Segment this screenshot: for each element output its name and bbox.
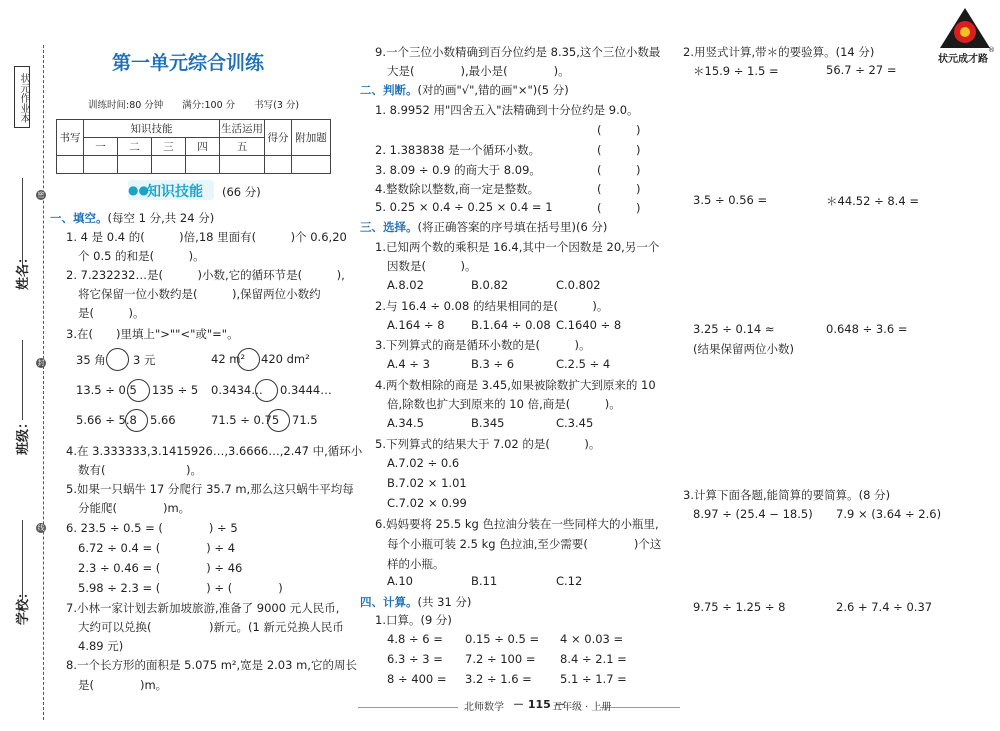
score-table — [56, 119, 331, 174]
name-label: 姓名： — [16, 250, 31, 290]
section-4-title: 四、计算。 — [360, 595, 418, 609]
choice-option[interactable]: A.8.02 — [387, 278, 424, 292]
q1-line-2: 个 0.5 的和是( )。 — [78, 249, 205, 263]
judge-item: 5. 0.25 × 0.4 ÷ 0.25 × 0.4 = 1 — [375, 200, 553, 214]
oral-problem: 8.4 ÷ 2.1 = — [560, 652, 627, 666]
q6-line-3: 2.3 ÷ 0.46 = ( ) ÷ 46 — [78, 561, 243, 575]
compare-right: 3 元 — [133, 353, 156, 367]
registered-mark: ® — [988, 46, 995, 54]
q2-line-2: 将它保留一位小数约是( ),保留两位小数约 — [78, 287, 321, 301]
oral-problem: 4.8 ÷ 6 = — [387, 632, 443, 646]
q2-line-1: 2. 7.232232…是( )小数,它的循环节是( ), — [66, 268, 345, 282]
compare-circle[interactable] — [127, 379, 150, 402]
score-cell[interactable] — [265, 156, 292, 174]
footer-rule — [358, 707, 458, 708]
compare-left: 0.3434… — [211, 383, 263, 397]
compare-left: 35 角 — [76, 353, 106, 367]
q2-line-3: 是( )。 — [78, 306, 145, 320]
col-header: 三 — [152, 138, 186, 156]
oral-problem: 6.3 ÷ 3 = — [387, 652, 443, 666]
compare-left: 42 m² — [211, 352, 246, 366]
judge-answer[interactable]: ( ) — [597, 143, 641, 157]
q7-line-1: 7.小林一家计划去新加坡旅游,准备了 9000 元人民币, — [66, 601, 340, 615]
col-header: 五 — [220, 138, 265, 156]
section-1-title: 一、填空。 — [50, 211, 108, 225]
section-4-note: (共 31 分) — [417, 595, 472, 609]
dots-icon: ●● — [128, 183, 149, 197]
knowledge-header: 知识技能 — [84, 120, 220, 138]
compare-right: 420 dm² — [261, 352, 310, 366]
q4-line-2: 数有( )。 — [78, 463, 202, 477]
vertical-calc: ＊15.9 ÷ 1.5 = — [693, 64, 779, 78]
q9-line-2: 大是( ),最小是( )。 — [387, 64, 570, 78]
expression: 7.9 × (3.64 ÷ 2.6) — [836, 507, 942, 521]
choice-option[interactable]: A.4 ÷ 3 — [387, 357, 430, 371]
c1-line-1: 1.已知两个数的乘积是 16.4,其中一个因数是 20,另一个 — [375, 240, 660, 254]
score-cell[interactable] — [292, 156, 331, 174]
vertical-calc: 3.25 ÷ 0.14 ≈ — [693, 322, 775, 336]
bonus-header: 附加题 — [292, 120, 331, 156]
q6-line-1: 6. 23.5 ÷ 0.5 = ( ) ÷ 5 — [66, 521, 238, 535]
binding-hole-icon: 封 — [37, 359, 45, 367]
choice-option[interactable]: B.1.64 ÷ 0.08 — [471, 318, 551, 332]
choice-option[interactable]: C.0.802 — [556, 278, 601, 292]
oral-problem: 4 × 0.03 = — [560, 632, 624, 646]
judge-answer[interactable]: ( ) — [597, 163, 641, 177]
oral-problem: 5.1 ÷ 1.7 = — [560, 672, 627, 686]
q3-line: 3.在( )里填上">""<"或"="。 — [66, 327, 239, 341]
compare-left: 71.5 ÷ 0.75 — [211, 413, 280, 427]
choice-option[interactable]: C.3.45 — [556, 416, 594, 430]
section-3-title: 三、选择。 — [360, 220, 418, 234]
compare-left: 13.5 ÷ 0.5 — [76, 383, 137, 397]
binding-hole-icon: 线 — [37, 524, 45, 532]
choice-option[interactable]: B.345 — [471, 416, 505, 430]
page-title: 第一单元综合训练 — [112, 52, 265, 74]
q5-line-2: 分能爬( )m。 — [78, 501, 191, 515]
c6-line-1: 6.妈妈要将 25.5 kg 色拉油分装在一些同样大的小瓶里, — [375, 517, 659, 531]
score-cell[interactable] — [152, 156, 186, 174]
logo-text: 状元成才路 — [938, 54, 988, 65]
c4-line-2: 倍,除数也扩大到原来的 10 倍,商是( )。 — [387, 397, 621, 411]
judge-answer[interactable]: ( ) — [597, 182, 641, 196]
oral-problem: 7.2 ÷ 100 = — [465, 652, 536, 666]
writing-header: 书写 — [57, 120, 84, 156]
q4-line-1: 4.在 3.333333,3.1415926…,3.6666…,2.47̇̇ 中,循环小 — [66, 444, 363, 458]
choice-option[interactable]: A.164 ÷ 8 — [387, 318, 445, 332]
expression: 2.6 + 7.4 ÷ 0.37 — [836, 600, 933, 614]
choice-option[interactable]: C.2.5 ÷ 4 — [556, 357, 611, 371]
q7-line-2: 大约可以兑换( )新元。(1 新元兑换人民币 — [78, 620, 344, 634]
compare-circle[interactable] — [237, 348, 260, 371]
oral-problem: 3.2 ÷ 1.6 = — [465, 672, 532, 686]
score-cell[interactable] — [118, 156, 152, 174]
vertical-calc: 0.648 ÷ 3.6 = — [826, 322, 908, 336]
choice-option[interactable]: B.3 ÷ 6 — [471, 357, 515, 371]
score-cell[interactable] — [186, 156, 220, 174]
choice-option[interactable]: A.10 — [387, 574, 413, 588]
q8-line-2: 是( )m。 — [78, 678, 168, 692]
q4-3-heading: 3.计算下面各题,能简算的要简算。(8 分) — [683, 488, 891, 502]
q8-line-1: 8.一个长方形的面积是 5.075 m²,宽是 2.03 m,它的周长 — [66, 658, 357, 672]
c2-question: 2.与 16.4 ÷ 0.08 的结果相同的是( )。 — [375, 299, 609, 313]
binding-dashed-line — [43, 45, 44, 720]
score-cell[interactable] — [220, 156, 265, 174]
knowledge-points: (66 分) — [222, 185, 261, 199]
choice-option[interactable]: C.1640 ÷ 8 — [556, 318, 622, 332]
compare-left: 5.66 ÷ 5.8 — [76, 413, 137, 427]
vertical-calc: 56.7 ÷ 27 = — [826, 63, 897, 77]
oral-problem: 0.15 ÷ 0.5 = — [465, 632, 540, 646]
footer-grade: 五年级 · 上册 — [552, 702, 612, 713]
choice-option[interactable]: B.11 — [471, 574, 498, 588]
col-header: 四 — [186, 138, 220, 156]
q5-line-1: 5.如果一只蜗牛 17 分爬行 35.7 m,那么这只蜗牛平均每 — [66, 482, 354, 496]
section-4-heading — [360, 594, 471, 610]
oral-heading: 1.口算。(9 分) — [375, 613, 452, 627]
c6-line-3: 样的小瓶。 — [387, 557, 445, 571]
choice-option[interactable]: B.0.82 — [471, 278, 509, 292]
judge-item: 2. 1.383838 是一个循环小数。 — [375, 143, 541, 157]
judge-answer[interactable]: ( ) — [597, 201, 641, 215]
judge-item: 1. 8.9952 用"四舍五入"法精确到十分位约是 9.0。 — [375, 103, 639, 117]
vertical-calc: 3.5 ÷ 0.56 = — [693, 193, 768, 207]
judge-item: 4.整数除以整数,商一定是整数。 — [375, 182, 540, 196]
section-3-note: (将正确答案的序号填在括号里)(6 分) — [417, 220, 608, 234]
section-1-note: (每空 1 分,共 24 分) — [107, 211, 215, 225]
col-header: 二 — [118, 138, 152, 156]
c5-question: 5.下列算式的结果大于 7.02 的是( )。 — [375, 437, 601, 451]
q4-2-heading: 2.用竖式计算,带＊的要验算。(14 分) — [683, 45, 875, 59]
c6-line-2: 每个小瓶可装 2.5 kg 色拉油,至少需要( )个这 — [387, 537, 662, 551]
c4-line-1: 4.两个数相除的商是 3.45,如果被除数扩大到原来的 10 — [375, 378, 656, 392]
choice-option[interactable]: C.12 — [556, 574, 583, 588]
rounding-note: (结果保留两位小数) — [693, 342, 794, 356]
choice-option[interactable]: A.7.02 ÷ 0.6 — [387, 456, 460, 470]
section-1-heading — [50, 210, 214, 226]
judge-answer[interactable]: ( ) — [597, 123, 641, 137]
footer-subject: 北师数学 — [464, 702, 504, 713]
binding-hole-icon: 密 — [37, 191, 45, 199]
school-label: 学校： — [16, 585, 31, 625]
side-brand-box: 状元作业本 — [14, 66, 30, 128]
judge-item: 3. 8.09 ÷ 0.9 的商大于 8.09。 — [375, 163, 541, 177]
compare-right: 135 ÷ 5 — [152, 383, 199, 397]
score-cell[interactable] — [57, 156, 84, 174]
section-2-note: (对的画"√",错的画"×")(5 分) — [417, 83, 569, 97]
compare-right: 71.5 — [292, 413, 318, 427]
q1-line-1: 1. 4 是 0.4 的( )倍,18 里面有( )个 0.6,20 — [66, 230, 347, 244]
section-3-heading — [360, 219, 607, 235]
class-label: 班级： — [16, 415, 31, 455]
q9-line-1: 9.一个三位小数精确到百分位约是 8.35,这个三位小数最 — [375, 45, 661, 59]
c1-line-2: 因数是( )。 — [387, 259, 477, 273]
col-header: 一 — [84, 138, 118, 156]
q7-line-3: 4.89 元) — [78, 639, 124, 653]
footer-rule — [600, 707, 680, 708]
q6-line-2: 6.72 ÷ 0.4 = ( ) ÷ 4 — [78, 541, 236, 555]
class-line — [22, 340, 23, 420]
expression: 8.97 ÷ (25.4 − 18.5) — [693, 507, 813, 521]
q6-line-4: 5.98 ÷ 2.3 = ( ) ÷ ( ) — [78, 581, 283, 595]
compare-circle[interactable] — [106, 348, 129, 371]
score-header: 得分 — [265, 120, 292, 156]
knowledge-title: 知识技能 — [147, 184, 203, 200]
test-info: 训练时间:80 分钟 满分:100 分 书写(3 分) — [88, 100, 300, 111]
choice-option[interactable]: B.7.02 × 1.01 — [387, 476, 467, 490]
life-header: 生活运用 — [220, 120, 265, 138]
choice-option[interactable]: C.7.02 × 0.99 — [387, 496, 467, 510]
compare-right: 0.3444… — [280, 383, 332, 397]
compare-circle[interactable] — [125, 409, 148, 432]
choice-option[interactable]: A.34.5 — [387, 416, 424, 430]
section-2-title: 二、判断。 — [360, 83, 418, 97]
page-number: － 115 － — [513, 698, 566, 711]
oral-problem: 8 ÷ 400 = — [387, 672, 447, 686]
vertical-calc: ＊44.52 ÷ 8.4 = — [826, 194, 919, 208]
section-2-heading — [360, 82, 569, 98]
brand-logo — [938, 6, 995, 66]
compare-circle[interactable] — [255, 379, 278, 402]
c3-question: 3.下列算式的商是循环小数的是( )。 — [375, 338, 591, 352]
compare-right: 5.66 — [150, 413, 176, 427]
expression: 9.75 ÷ 1.25 ÷ 8 — [693, 600, 786, 614]
score-cell[interactable] — [84, 156, 118, 174]
logo-shield-icon — [938, 6, 992, 50]
compare-circle[interactable] — [267, 409, 290, 432]
